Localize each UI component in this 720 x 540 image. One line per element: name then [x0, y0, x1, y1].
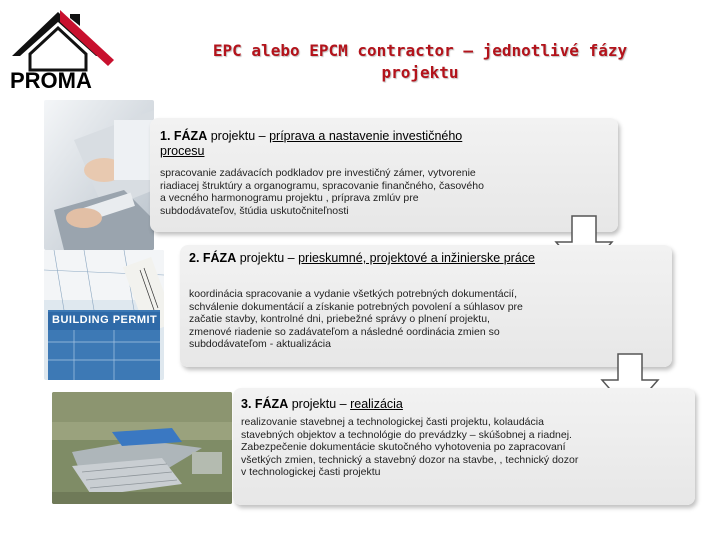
- phase-2-heading-title: prieskumné, projektové a inžinierske práce: [298, 251, 535, 265]
- phase-3-heading-title: realizácia: [350, 397, 403, 411]
- factory-aerial-photo: [52, 392, 232, 504]
- phase-1-heading: [160, 129, 500, 159]
- phase-1-description: spracovanie zadávacích podkladov pre investičný zámer, vytvorenie riadiacej štruktúry a organogramu, spracovanie finančného, časového a vecného harmonogramu projektu , príprava zmlúv pre subdodávateľov, štúdia uskutočniteľnosti: [160, 167, 484, 217]
- phase-2-heading: [189, 251, 547, 266]
- laptop-photo: [44, 100, 154, 250]
- permit-sign-label: BUILDING PERMIT: [52, 314, 158, 326]
- building-permit-photo: [44, 250, 164, 380]
- phase-2-heading-prefix: projektu –: [236, 251, 299, 265]
- phase-3-description: realizovanie stavebnej a technologickej časti projektu, kolaudácia stavebných objektov a technológie do prevádzky – skúšobnej a riadnej. Zabezpečenie dokumentácie skutočného vyhotovenia po zapracovaní všetkých zmien, technický a stavebný dozor na stavbe, , technický dozor v technologickej časti projektu: [241, 416, 579, 479]
- phase-3-heading: [241, 397, 661, 412]
- phase-2-description: koordinácia spracovanie a vydanie všetkých potrebných dokumentácií, schválenie dokumentácií a získanie potrebných povolení a súhlasov pre začatie stavby, kontrolné dni, priebežné správy o plnení projektu, zmenové riadenie so zadávateľom a následné oordinácia zmien so subdodávateľom - aktualizácia: [189, 288, 523, 351]
- title-line-2: projektu: [381, 63, 459, 82]
- page-title: [160, 40, 680, 84]
- phase-1-heading-prefix: projektu –: [207, 129, 270, 143]
- title-line-1: EPC alebo EPCM contractor – jednotlivé fázy: [212, 41, 628, 60]
- phase-3-heading-prefix: projektu –: [288, 397, 351, 411]
- phase-1-label: 1. FÁZA: [160, 129, 208, 143]
- brand-name: PROMA: [10, 68, 92, 93]
- phase-2-label: 2. FÁZA: [189, 251, 237, 265]
- phase-3-label: 3. FÁZA: [241, 397, 289, 411]
- phase-1-heading-title: príprava a nastavenie investičného procesu: [160, 129, 463, 158]
